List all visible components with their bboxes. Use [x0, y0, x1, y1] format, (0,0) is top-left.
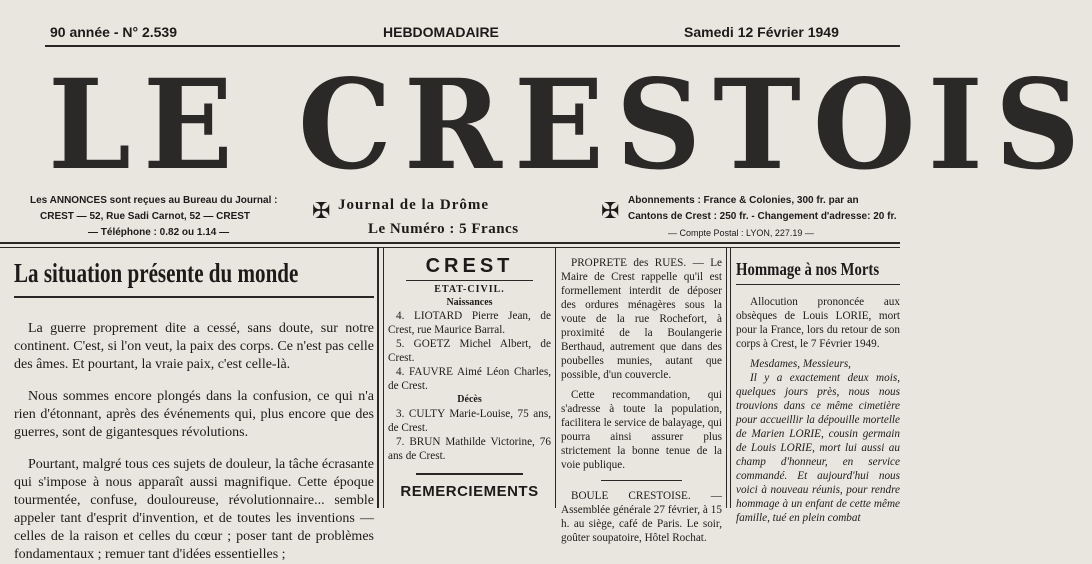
birth-entry: 4. LIOTARD Pierre Jean, de Crest, rue Maurice Barral. [388, 310, 551, 336]
subscriptions-line-3: — Compte Postal : LYON, 227.19 — [668, 228, 814, 238]
ads-line-2: CREST — 52, Rue Sadi Carnot, 52 — CREST [40, 211, 251, 222]
ads-line-3: — Téléphone : 0.82 ou 1.14 — [88, 227, 230, 238]
thanks-rule [416, 473, 523, 475]
article-paragraph: Nous sommes encore plongés dans la confusion, ce qui n'a rien d'étonnant, après des événements qui, plus encore que des guerres, sont de gigantesques révolutions. [14, 389, 374, 440]
right-ornament-icon: ✠ [601, 198, 620, 223]
crest-column [388, 254, 551, 500]
crest-title: CREST [425, 255, 514, 277]
tribute-text: Il y a exactement deux mois, quelques jours près, nous nous trouvions dans ce même cimetière pour accueillir la dépouille mortelle de Marien LORIE, cousin germain de Louis LORIE, mort lui aussi au champ d'honneur, en service commandé. Et aujourd'hui nous voici à nouveau réunis, pour rendre hommage à un enfant de cette même famille, tué en plein combat [736, 372, 900, 524]
birth-entry: 5. GOETZ Michel Albert, de Crest. [388, 338, 551, 364]
masthead-title: LE CRESTOIS [48, 51, 1092, 198]
article-paragraph: Pourtant, malgré tous ces sujets de douleur, la tâche écrasante qui s'impose à nous apparaît aussi magnifique. Cette époque tourmentée, confuse, douloureuse, révolutionnaire... semble appeler tant d'esprit d'invention, et de toutes les inventions — celles de la raison et celles du cœur ; poser tant de problèmes fondamentaux ; remuer tant d'idées essentielles ; [14, 457, 374, 562]
top-rule [45, 45, 900, 47]
issue-number: 90 année - N° 2.539 [50, 24, 177, 40]
article-title: La situation présente du monde [14, 258, 299, 288]
deaths-heading: Décès [457, 394, 482, 405]
tribute-title: Hommage à nos Morts [736, 259, 880, 279]
death-entry: 3. CULTY Marie-Louise, 75 ans, de Crest. [388, 408, 551, 434]
column-divider-1 [377, 248, 379, 508]
notice-street-cleanliness: PROPRETE des RUES. — Le Maire de Crest rappelle qu'il est formellement interdit de déposer des ordures ménagères sous la voute de la rue Rochefort, à proximité de la Boulangerie Berthaud, autrement que dans des poubelles munies, autant que possible, d'un couvercle. [561, 257, 722, 381]
column-divider-1b [383, 248, 384, 508]
notice-recommendation: Cette recommandation, qui s'adresse à toute la population, facilitera le service de balayage, qui pourra ainsi assurer plus strictement la bonne tenue de la voie publique. [561, 389, 722, 471]
tribute-intro: Allocution prononcée aux obsèques de Louis LORIE, mort pour la France, lors du retour de son corps à Crest, le 7 Février 1949. [736, 296, 900, 350]
birth-entry: 4. FAUVRE Aimé Léon Charles, de Crest. [388, 366, 551, 392]
tribute-column [736, 256, 900, 524]
price-label: Le Numéro : 5 Francs [368, 221, 519, 237]
column-divider-3b [730, 248, 731, 508]
ads-line-1: Les ANNONCES sont reçues au Bureau du Journal : [30, 195, 278, 206]
journal-subtitle: Journal de la Drôme [338, 197, 490, 213]
thanks-heading: REMERCIEMENTS [400, 483, 539, 500]
title-rule [14, 296, 374, 298]
header-rule-thin [0, 247, 900, 248]
death-entry: 7. BRUN Mathilde Victorine, 76 ans de Crest. [388, 436, 551, 462]
tribute-salutation: Mesdames, Messieurs, [750, 358, 851, 370]
tribute-rule [736, 284, 900, 285]
left-ornament-icon: ✠ [312, 198, 331, 223]
notices-column [561, 256, 722, 545]
subscriptions-line-1: Abonnements : France & Colonies, 300 fr. par an [628, 195, 859, 206]
column-divider-2 [555, 248, 556, 508]
subscriptions-line-2: Cantons de Crest : 250 fr. - Changement d'adresse: 20 fr. [628, 211, 897, 222]
crest-rule [406, 280, 533, 281]
notice-rule [601, 480, 682, 481]
article-paragraph: La guerre proprement dite a cessé, sans doute, sur notre continent. C'est, si l'on veut, la paix des corps. Ce n'est pas celle des âmes. Et pourtant, la vraie paix, c'est celle-là. [14, 321, 374, 372]
issue-date: Samedi 12 Février 1949 [684, 24, 839, 40]
frequency-label: HEBDOMADAIRE [383, 24, 499, 40]
etat-civil-heading: ETAT-CIVIL. [434, 284, 505, 295]
births-heading: Naissances [446, 297, 493, 308]
main-article [14, 256, 374, 564]
column-divider-3 [726, 248, 727, 508]
notice-boule-crestoise: BOULE CRESTOISE. — Assemblée générale 27 février, à 15 h. au siège, café de Paris. Le soir, goûter soupatoire, Hôtel Rochat. [561, 490, 722, 544]
header-rule [0, 242, 900, 244]
